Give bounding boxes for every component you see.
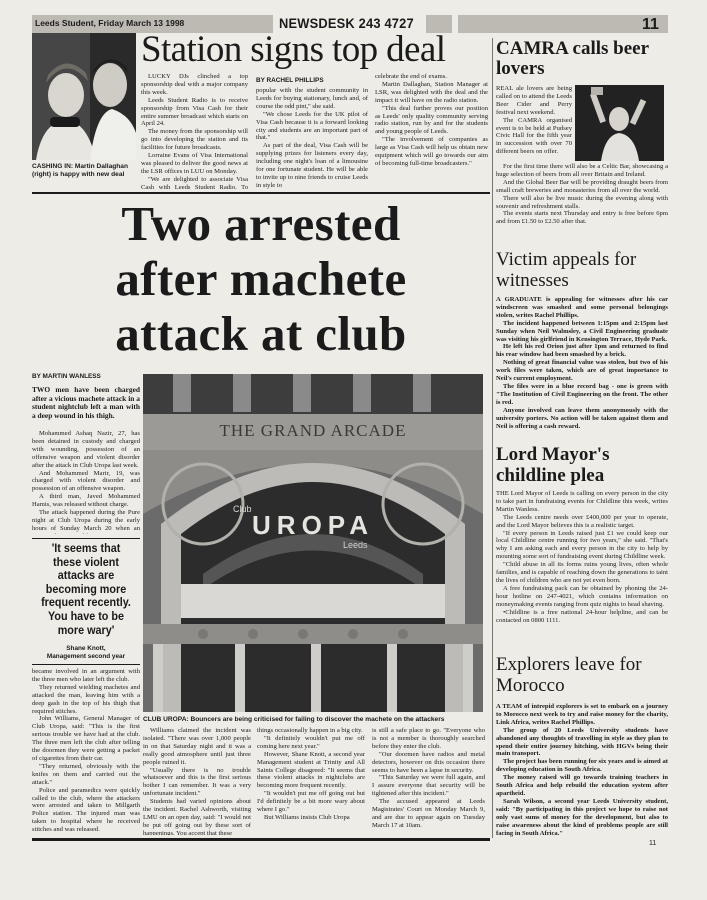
pullquote-role: Management second year	[46, 653, 126, 660]
station-headline: Station signs top deal	[141, 29, 446, 70]
machete-paragraph: "It definitely wouldn't put me off coming here next year."	[257, 734, 365, 750]
machete-paragraph: And Mohammed Marir, 19, was charged with violent disorder and possession of an offensive weapon.	[32, 469, 140, 493]
camra-body-wide	[496, 163, 668, 245]
station-paragraph: "We chose Leeds for the UK pilot of Visa Cash because it is a forward looking city and students are an important part of that."	[256, 110, 368, 142]
victim-paragraph: He left his red Orion just after 1pm and returned to find his rear window had been smashed by a brick.	[496, 343, 668, 359]
station-paragraph: celebrate the end of exams.	[375, 73, 447, 80]
camra-photo	[575, 85, 664, 161]
machete-paragraph: Students had varied opinions about the incident. Rachel Ashworth, visiting LMU on an open day, said: "I would not be put off going out by these sort of happenings. You accept that these	[143, 798, 251, 835]
morocco-paragraph: The group of 20 Leeds University students have abandoned any thoughts of travelling in style as they plan to spend their entire journey hitching, with HGVs being their main transport.	[496, 726, 668, 758]
victim-paragraph: Nothing of great financial value was stolen, but two of his work files were taken, which are of great importance to Neil's current employment.	[496, 359, 668, 383]
station-column-1	[141, 73, 248, 191]
machete-column-4	[372, 727, 485, 835]
mayor-paragraph: The Leeds centre needs over £400,000 per year to operate, and the Lord Mayor believes this is a realistic target.	[496, 513, 668, 529]
station-paragraph: "The involvement of companies as large as Visa Cash will help us obtain new equipment which will go towards our aim of becoming full-time broadcasters."	[375, 136, 488, 167]
camra-paragraph: REAL ale lovers are being called on to attend the Leeds Beer Cider and Perry festival next weekend.	[496, 85, 572, 116]
victim-headline: Victim appeals for witnesses	[496, 249, 637, 291]
machete-paragraph: However, Shane Knott, a second year Management student at Trinity and All Saints College disagreed: "It seems that these violent attacks in nightclubs are becoming more frequent recently.	[257, 750, 365, 790]
machete-paragraph: Police and paramedics were quickly called to the club, where the attackers were arrested and taken to Millgarth Police station. The injured man was taken to hospital where he received stitches and was released.	[32, 786, 140, 834]
machete-paragraph: became involved in an argument with the three men who later left the club.	[32, 668, 140, 683]
mayor-paragraph: •Childline is a free national 24-hour helpline, and can be contacted on 0800 1111.	[496, 608, 668, 624]
mayor-headline: Lord Mayor's childline plea	[496, 444, 610, 486]
victim-paragraph: Anyone involved can leave them anonymously with the university porters. No action will be taken against them and Neil is offering a cash reward.	[496, 406, 668, 430]
club-leeds-label: Leeds	[343, 540, 368, 550]
machete-paragraph: "They returned, obviously with the knifes on them and carried out the attack."	[32, 762, 140, 786]
machete-paragraph: A third man, Javed Mohammed Hamis, was released without charge.	[32, 493, 140, 509]
machete-paragraph: Williams claimed the incident was isolated. "There was over 1,000 people in on that Saturday night and it was a really good atmosphere until just three people ruined it.	[143, 727, 251, 766]
morocco-headline: Explorers leave for Morocco	[496, 654, 642, 696]
camra-paragraph: The events starts next Thursday and entry is free before 6pm and from £1.50 to £2.50 after that.	[496, 210, 668, 226]
station-photo	[32, 33, 136, 160]
machete-paragraph: "It wouldn't put me off going out but I'd definitely be a bit more wary about where I go."	[257, 790, 365, 814]
morocco-body	[496, 703, 668, 837]
machete-paragraph: things occasionally happen in a big city.	[257, 727, 363, 734]
machete-column-2	[143, 727, 251, 835]
victim-paragraph: A GRADUATE is appealing for witnesses after his car windscreen was smashed and some personal belongings stolen, writes Rachel Phillips.	[496, 296, 668, 319]
station-paragraph: As part of the deal, Visa Cash will be supplying prizes for listeners every day, including one night's loan of a limousine for one fortunate student. He will be able to invite up to nine friends to cruise Leeds in style to	[256, 142, 368, 189]
morocco-paragraph: The money raised will go towards training teachers in South Africa and help rebuild the education system after apartheid.	[496, 774, 668, 797]
camra-paragraph: For the first time there will also be a Celtic Bar, showcasing a huge selection of beers from all over Britain and Ireland.	[496, 163, 668, 178]
machete-column-3	[257, 727, 365, 835]
pullquote: 'It seems that these violent attacks are becoming more frequent recently. You have to be more wary'	[41, 541, 131, 637]
mayor-body	[496, 490, 668, 650]
station-paragraph: The money from the sponsorship will go into developing the station and its facilities for future broadcasts.	[141, 128, 248, 152]
machete-paragraph: is still a safe place to go. "Everyone who is not a member is thoroughly searched before they enter the club.	[372, 727, 485, 750]
camra-paragraph: The CAMRA organised event is to be held at Pudsey Civic Hall for the fifth year in succession with over 70 different beers on offer.	[496, 116, 572, 156]
station-column-2	[256, 87, 368, 191]
pullquote-name: Shane Knott,	[66, 645, 106, 652]
station-paragraph: "We are delighted to associate Visa Cash with Leeds Student Radio. To	[141, 175, 248, 191]
machete-paragraph: John Williams, General Manager of Club Uropa, said: "This is the first serious trouble we have had at the club. The three men left the club after telling the doormen they were getting a packet of cigarettes from their car.	[32, 715, 140, 762]
machete-paragraph: "Our doormen have radios and metal detectors, however on this occasion there seems to have been a lapse in security.	[372, 750, 485, 774]
victim-body	[496, 296, 668, 440]
club-small-label: Club	[233, 504, 252, 514]
victim-paragraph: The files were in a blue record bag - one is green with "The Institution of Civil Engineering on the front. The other is red.	[496, 382, 668, 406]
machete-column-1-top	[32, 430, 140, 534]
morocco-paragraph: Sarah Wilson, a second year Leeds University student, said: "By participating in this project we hope to raise not only vast sums of money for the development, but also to raise awareness about the kind of problems people are still facing in South Africa."	[496, 797, 668, 837]
machete-headline-line: after machete	[115, 251, 407, 306]
machete-column-1-bottom	[32, 668, 140, 834]
victim-paragraph: The incident happened between 1:15pm and 2:15pm last Sunday when Neil Walmsley, a Civil Engineering graduate was visiting his girlfriend in Kensington Terrace, Hyde Park.	[496, 319, 668, 343]
camra-paragraph: And the Global Beer Bar will be providing draught beers from small craft breweries and monasteries from all over the world.	[496, 178, 668, 194]
newsdesk-phone: NEWSDESK 243 4727	[279, 15, 414, 31]
mayor-paragraph: "If every person in Leeds raised just £1 we could keep our local Childline centre running for two years," she said. "That's why I am asking each and every person in the city to help by mounting some sort of fundraising event during Childline week.	[496, 529, 668, 561]
machete-headline	[32, 196, 490, 361]
page-bottom-rule	[32, 838, 490, 841]
page-number: 11	[642, 16, 659, 33]
camra-paragraph: There will also be live music during the evening along with souvenir and refreshment stalls.	[496, 194, 668, 210]
station-paragraph: LUCKY DJs clinched a top sponsorship deal with a major company this week.	[141, 73, 248, 96]
club-uropa-sign: UROPA	[252, 510, 374, 540]
machete-paragraph: The accused appeared at Leeds Magistrates' Court on Monday March 9, and are due to appear again on Tuesday March 17 at 10am.	[372, 798, 485, 829]
machete-paragraph: Mohammed Ashaq Nazir, 27, has been detained in custody and charged with wounding, possession of an offensive weapon and violent disorder after the attack in Club Uropa last week.	[32, 430, 140, 469]
morocco-paragraph: The project has been running for six years and is aimed at developing education in South Africa.	[496, 758, 668, 774]
mayor-paragraph: THE Lord Mayor of Leeds is calling on every person in the city to take part in fundraising events for Childline this week, writes Martin Wanless.	[496, 490, 668, 513]
machete-headline-line: attack at club	[115, 306, 407, 361]
pullquote-bottom-rule	[32, 664, 140, 665]
machete-paragraph: They returned wielding machetes and attacked the man, leaving him with a deep gash in the top of his thigh that required stitches.	[32, 683, 140, 715]
station-caption: CASHING IN: Martin Dallaghan (right) is happy with new deal	[32, 163, 128, 178]
club-uropa-photo	[143, 374, 483, 712]
camra-headline: CAMRA calls beer lovers	[496, 38, 649, 79]
station-paragraph: Leeds Student Radio is to receive sponsorship from Visa Cash for their entire summer broadcast which starts on April 24.	[141, 96, 248, 128]
station-paragraph: "This deal further proves our position as Leeds' only quality community serving radio station, run by and for the students and young people of Leeds.	[375, 104, 488, 136]
machete-headline-line: Two arrested	[121, 196, 401, 251]
machete-intro: TWO men have been charged after a vicious machete attack in a student nightclub left a man with a deep wound in his thigh.	[32, 386, 140, 420]
station-paragraph: Lorraine Evans of Visa International was pleased to deliver the good news at the LSR offices in LUU on Monday.	[141, 152, 248, 175]
machete-paragraph: "Usually there is no trouble whatsoever and this is the first serious bother I can remember. It was a very unfortunate incident."	[143, 766, 251, 798]
machete-paragraph: But Williams insists Club Uropa	[264, 813, 350, 821]
dateline: Leeds Student, Friday March 13 1998	[35, 18, 185, 28]
footer-page-number: 11	[649, 840, 657, 847]
club-photo-caption: CLUB UROPA: Bouncers are being criticised for failing to discover the machete on the attackers	[143, 716, 445, 723]
machete-byline: BY MARTIN WANLESS	[32, 373, 101, 380]
station-byline: BY RACHEL PHILLIPS	[256, 77, 324, 84]
morocco-paragraph: A TEAM of intrepid explorers is set to embark on a journey to Morocco next week to try and raise money for the charity, Link Africa, writes Rachel Phillips.	[496, 703, 668, 726]
station-bottom-rule	[32, 192, 490, 194]
mayor-paragraph: "Child abuse in all its forms ruins young lives, often whole families, and is capable of reaching down the generations to taint the lives of children who are not yet even born.	[496, 561, 668, 584]
station-paragraph: Martin Dallaghan, Station Manager at LSR, was delighted with the deal and the impact it will have on the radio station.	[375, 80, 488, 104]
machete-paragraph: The attack happened during the Pure night at Club Uropa during the early hours of Sunday March 20 when an	[32, 509, 140, 532]
column-divider	[492, 38, 493, 838]
arcade-sign: THE GRAND ARCADE	[219, 421, 407, 440]
station-column-3	[375, 73, 488, 191]
mayor-paragraph: A free fundraising pack can be obtained by phoning the 24-hour hotline on 247-4021, which contains information on moneymaking events ranging from quiz nights to head shaving.	[496, 584, 668, 608]
machete-paragraph: "This Saturday we were full again, and I assure everyone that security will be tightened after this incident."	[372, 774, 485, 798]
station-paragraph: popular with the student community in Leeds for buying stationary, lunch and, of course the odd pint," she said.	[256, 87, 368, 110]
pullquote-top-rule	[32, 538, 140, 539]
